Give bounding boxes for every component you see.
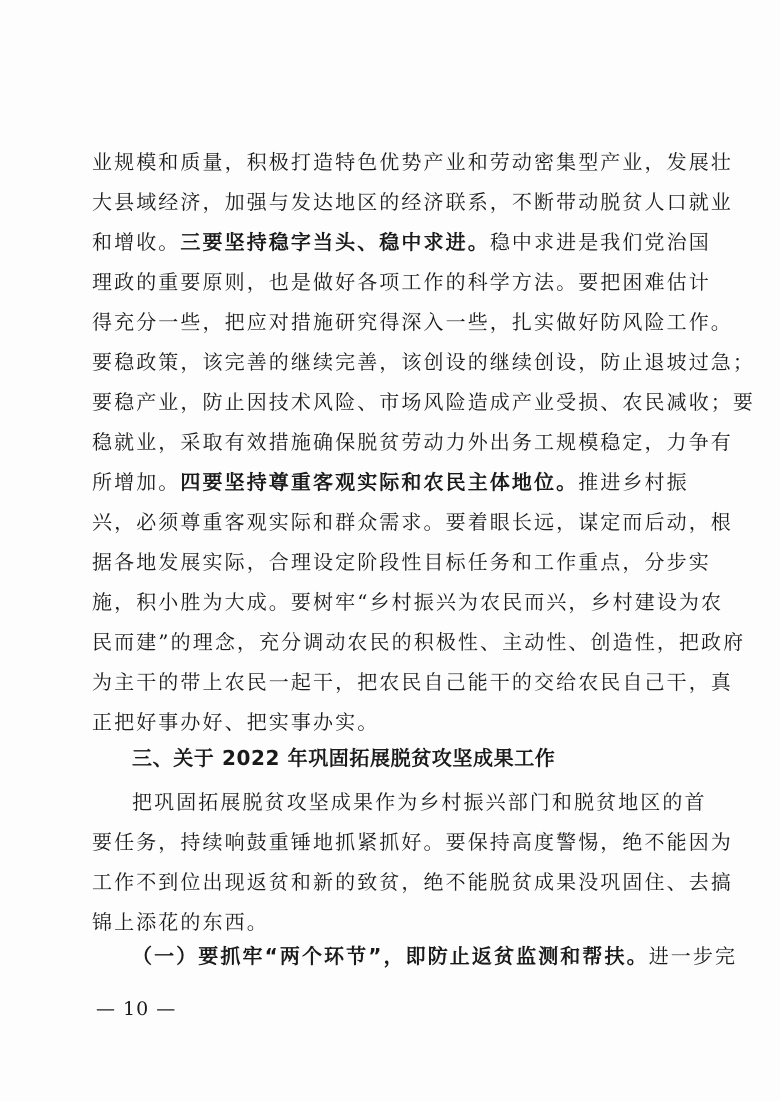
body-text: 理政的重要原则，也是做好各项工作的科学方法。要把困难估计 xyxy=(92,270,711,294)
body-text: 进一步完 xyxy=(648,944,738,968)
body-text: 施，积小胜为大成。要树牢“乡村振兴为农民而兴，乡村建设为农 xyxy=(92,590,724,614)
body-text: 民而建”的理念，充分调动农民的积极性、主动性、创造性，把政府 xyxy=(92,630,746,654)
body-text: 要任务，持续响鼓重锤地抓紧抓好。要保持高度警惕，绝不能因为 xyxy=(92,830,733,854)
body-text: 据各地发展实际，合理设定阶段性目标任务和工作重点，分步实 xyxy=(92,550,711,574)
paragraph-1-line xyxy=(92,468,688,496)
body-text: 工作不到位出现返贫和新的致贫，绝不能脱贫成果没巩固住、去搞 xyxy=(92,870,733,894)
paragraph-1-line xyxy=(92,588,724,616)
body-text: 得充分一些，把应对措施研究得深入一些，扎实做好防风险工作。 xyxy=(92,310,733,334)
body-text: 稳中求进是我们党治国 xyxy=(489,230,711,254)
body-text: 把巩固拓展脱贫攻坚成果作为乡村振兴部门和脱贫地区的首 xyxy=(132,790,707,814)
paragraph-2-line xyxy=(92,828,733,856)
body-text: 推进乡村振 xyxy=(578,470,689,494)
body-text: 和增收。 xyxy=(92,230,181,254)
paragraph-1-line xyxy=(92,348,755,376)
paragraph-3-line xyxy=(132,942,738,970)
bold-text: 三要坚持稳字当头、稳中求进。 xyxy=(180,230,490,254)
body-text: 大县域经济，加强与发达地区的经济联系，不断带动脱贫人口就业 xyxy=(92,190,733,214)
paragraph-1-line xyxy=(92,308,733,336)
body-text: 业规模和质量，积极打造特色优势产业和劳动密集型产业，发展壮 xyxy=(92,150,733,174)
paragraph-1-line xyxy=(92,388,755,416)
paragraph-1-line xyxy=(92,228,711,256)
paragraph-1-line xyxy=(92,268,711,296)
body-text: 为主干的带上农民一起干，把农民自己能干的交给农民自己干，真 xyxy=(92,670,733,694)
page-number: — 10 — xyxy=(96,998,177,1020)
body-text: 要稳产业，防止因技术风险、市场风险造成产业受损、农民减收；要 xyxy=(92,390,755,414)
paragraph-1-line xyxy=(92,668,733,696)
paragraph-1-line xyxy=(92,428,733,456)
paragraph-1-line xyxy=(92,708,688,736)
paragraph-1-line xyxy=(92,548,711,576)
body-text: 所增加。 xyxy=(92,470,181,494)
paragraph-1-line xyxy=(92,188,733,216)
body-text: 锦上添花的东西。 xyxy=(92,910,269,934)
paragraph-2-line xyxy=(92,868,733,896)
paragraph-1-line xyxy=(92,628,746,656)
paragraph-2-line xyxy=(132,788,707,816)
paragraph-2-line xyxy=(92,908,688,936)
section-heading: 三、关于 2022 年巩固拓展脱贫攻坚成果工作 xyxy=(132,746,556,770)
paragraph-1-line xyxy=(92,148,733,176)
paragraph-1-line xyxy=(92,508,733,536)
body-text: 要稳政策，该完善的继续完善，该创设的继续创设，防止退坡过急； xyxy=(92,350,755,374)
bold-text: （一）要抓牢“两个环节”，即防止返贫监测和帮扶。 xyxy=(132,944,649,968)
bold-text: 四要坚持尊重客观实际和农民主体地位。 xyxy=(180,470,579,494)
body-text: 稳就业，采取有效措施确保脱贫劳动力外出务工规模稳定，力争有 xyxy=(92,430,733,454)
body-text: 正把好事办好、把实事办实。 xyxy=(92,710,380,734)
body-text: 兴，必须尊重客观实际和群众需求。要着眼长远，谋定而后动，根 xyxy=(92,510,733,534)
